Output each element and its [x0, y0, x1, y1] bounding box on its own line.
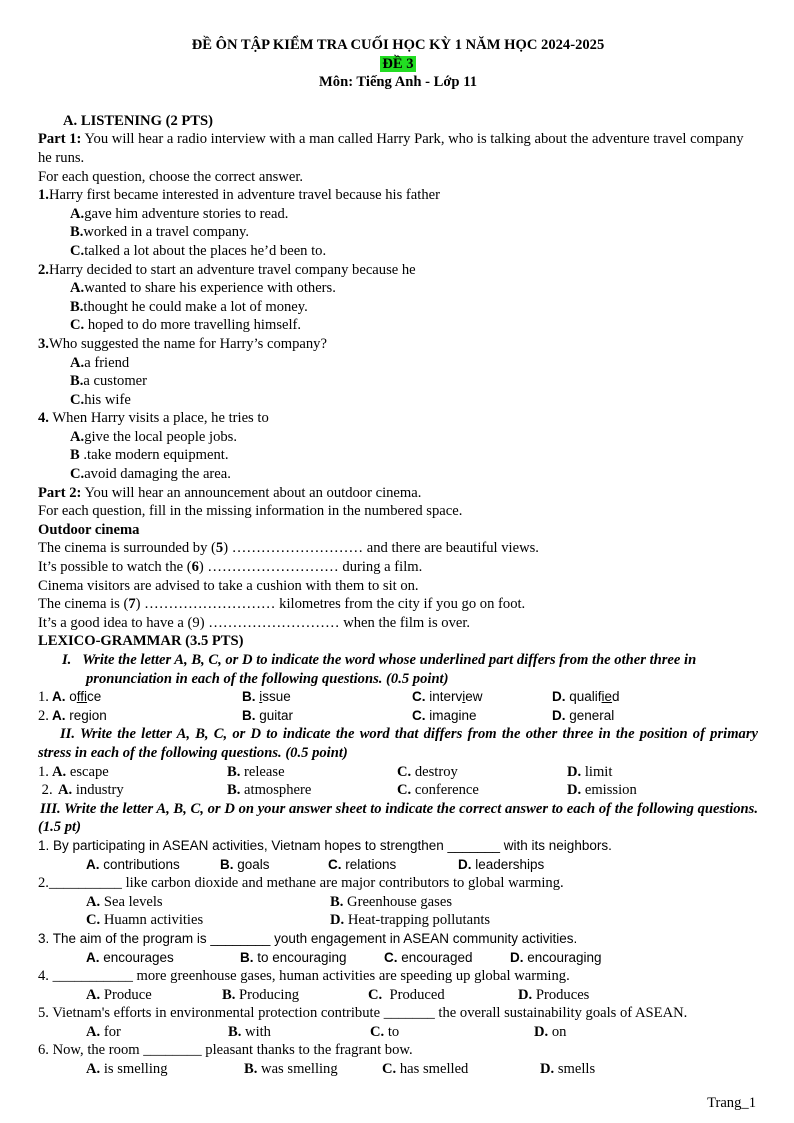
option-letter: A.: [86, 1061, 101, 1078]
question-2-options: [38, 893, 758, 930]
word-option: [52, 707, 107, 726]
option-text: Huamn activities: [100, 912, 204, 929]
option-text: escape: [66, 763, 109, 780]
option-letter: C.: [86, 912, 101, 929]
answer-option: [222, 986, 299, 1005]
question-stem: [38, 186, 758, 205]
answer-option: [38, 446, 758, 465]
option-text: Produces: [532, 986, 590, 1003]
word-option: [52, 763, 109, 782]
options-row: [38, 911, 758, 930]
answer-option: [38, 465, 758, 484]
word-option: [52, 688, 101, 707]
option-letter: A.: [86, 949, 100, 965]
word-option: [227, 781, 311, 800]
answer-option: [370, 1023, 399, 1042]
underlined-part: i: [462, 689, 466, 705]
blank-number: 5: [215, 540, 224, 557]
option-letter: B.: [70, 298, 84, 315]
option-letter: A.: [70, 428, 85, 445]
option-letter: A.: [86, 856, 100, 872]
answer-option: [86, 1060, 168, 1079]
option-letter: C.: [368, 986, 383, 1003]
word-part: eneral: [576, 707, 615, 723]
cinema-line-text: The cinema is (: [38, 596, 129, 613]
options-row: [38, 893, 758, 912]
answer-option: [240, 949, 347, 968]
answer-option: [38, 372, 758, 391]
option-letter: D.: [510, 949, 524, 965]
option-letter: C.: [370, 1023, 385, 1040]
option-text: is smelling: [100, 1061, 168, 1078]
option-letter: C.: [412, 707, 426, 723]
word-option: [242, 688, 291, 707]
word-option: [552, 688, 620, 707]
option-letter: C.: [328, 856, 342, 872]
option-text: his wife: [84, 391, 131, 408]
question-number: 2.: [38, 261, 49, 278]
part2-description: Part 2: You will hear an announcement about an outdoor cinema.: [38, 484, 422, 501]
word-part: uitar: [266, 707, 294, 723]
answer-option: [518, 986, 589, 1005]
word-part: ssue: [262, 689, 291, 705]
cinema-line: [38, 558, 758, 577]
option-letter: C.: [412, 689, 426, 705]
listening-heading: A. LISTENING (2 PTS): [63, 112, 214, 129]
subject-line: Môn: Tiếng Anh - Lớp 11: [319, 74, 477, 91]
word-part: ima: [425, 707, 452, 723]
cinema-line: [38, 539, 758, 558]
section1-instruction: I. Write the letter A, B, C, or D to indicate the word whose underlined part differs from the other three in pronunciation in each of the following questions. (0.5 point): [62, 652, 697, 687]
option-letter: D.: [567, 763, 582, 780]
section3-instruction: III. Write the letter A, B, C, or D on your answer sheet to indicate the correct answer to each of the following questions. (1.5 pt): [38, 800, 758, 836]
word-option: [397, 763, 458, 782]
option-letter: D.: [567, 782, 582, 799]
word-part: o: [65, 689, 77, 705]
underlined-part: g: [259, 707, 267, 723]
option-text: has smelled: [396, 1061, 469, 1078]
option-text: Produced: [382, 986, 445, 1003]
option-letter: D.: [552, 707, 566, 723]
option-letter: A.: [52, 689, 66, 705]
question-number: 1.: [38, 187, 49, 204]
question-4-options: [38, 986, 758, 1005]
part1-description: Part 1: You will hear a radio interview with a man called Harry Park, who is talking about the adventure travel company he runs.: [38, 131, 744, 166]
cinema-title: Outdoor cinema: [38, 521, 140, 538]
question-2: 2.__________ like carbon dioxide and methane are major contributors to global warming.: [38, 875, 564, 892]
option-text: worked in a travel company.: [83, 224, 249, 241]
word-option: [567, 781, 637, 800]
option-letter: A.: [52, 763, 67, 780]
answer-option: [244, 1060, 338, 1079]
word-part: ew: [465, 689, 483, 705]
word-option: [242, 707, 293, 726]
option-text: Producing: [235, 986, 300, 1003]
option-text: encourages: [99, 949, 174, 965]
option-letter: B.: [242, 689, 256, 705]
question-stem: [38, 409, 758, 428]
option-text: talked a lot about the places he’d been to.: [84, 242, 327, 259]
row-number: 2.: [38, 707, 49, 724]
option-letter: B.: [70, 373, 84, 390]
option-letter: C.: [70, 317, 85, 334]
underlined-part: ffi: [76, 689, 88, 705]
option-text: Sea levels: [100, 893, 163, 910]
answer-option: [38, 205, 758, 224]
option-letter: C.: [70, 242, 85, 259]
option-letter: B.: [240, 949, 254, 965]
option-text: Greenhouse gases: [343, 893, 452, 910]
option-text: thought he could make a lot of money.: [83, 298, 308, 315]
stress-row: [38, 781, 758, 800]
option-text: conference: [411, 782, 479, 799]
answer-option: [540, 1060, 595, 1079]
underlined-part: g: [81, 707, 89, 723]
exam-code: ĐỀ 3: [382, 55, 414, 72]
word-part: interv: [425, 689, 463, 705]
option-letter: B.: [220, 856, 234, 872]
cinema-line-text: Cinema visitors are advised to take a cushion with them to sit on.: [38, 577, 419, 594]
pronunciation-row: [38, 707, 758, 726]
cinema-lines: [38, 539, 758, 632]
option-text: give the local people jobs.: [84, 428, 237, 445]
option-text: Heat-trapping pollutants: [344, 912, 491, 929]
answer-option: [38, 223, 758, 242]
option-text: with: [241, 1023, 271, 1040]
option-letter: C.: [70, 466, 85, 483]
answer-option: [38, 242, 758, 261]
option-letter: D.: [518, 986, 533, 1003]
underlined-part: ie: [601, 689, 613, 705]
option-letter: B.: [228, 1023, 242, 1040]
option-text: encouraged: [397, 949, 473, 965]
option-text: release: [240, 763, 285, 780]
question-1-options: [38, 856, 758, 875]
word-part: d: [612, 689, 620, 705]
option-text: to encouraging: [253, 949, 347, 965]
cinema-line-text: ) ……………………… kilometres from the city if you go on foot.: [135, 596, 526, 613]
option-letter: B.: [222, 986, 236, 1003]
stress-rows: [38, 763, 758, 800]
blank-number: 7: [128, 596, 136, 613]
underlined-part: g: [451, 707, 459, 723]
option-letter: D.: [552, 689, 566, 705]
question-6: 6. Now, the room ________ pleasant thanks to the fragrant bow.: [38, 1042, 413, 1059]
page-number: Trang_1: [707, 1095, 756, 1112]
answer-option: [38, 279, 758, 298]
option-letter: B.: [70, 224, 84, 241]
section2-instruction: II. Write the letter A, B, C, or D to indicate the word that differs from the other three in the position of primary stress in each of the following questions. (0.5 point): [38, 726, 758, 761]
option-text: hoped to do more travelling himself.: [84, 317, 302, 334]
word-part: qualif: [565, 689, 602, 705]
answer-option: [86, 949, 174, 968]
answer-option: [86, 893, 163, 912]
option-text: destroy: [411, 763, 458, 780]
answer-option: [330, 893, 452, 912]
listening-questions: [38, 186, 758, 484]
option-text: to: [384, 1023, 400, 1040]
cinema-line: [38, 577, 758, 596]
word-part: ce: [87, 689, 102, 705]
answer-option: [328, 856, 396, 875]
blank-number: 6: [191, 559, 199, 576]
option-text: wanted to share his experience with others.: [84, 280, 336, 297]
cinema-line-text: It’s a good idea to have a (9) ……………………… when the film is over.: [38, 614, 471, 631]
option-letter: A.: [70, 354, 85, 371]
option-text: atmosphere: [240, 782, 312, 799]
option-letter: D.: [330, 912, 345, 929]
word-part: ine: [458, 707, 477, 723]
option-text: .take modern equipment.: [79, 447, 229, 464]
question-text: Harry decided to start an adventure travel company because he: [48, 261, 416, 278]
word-option: [397, 781, 479, 800]
option-letter: A.: [86, 986, 101, 1003]
option-letter: D.: [540, 1061, 555, 1078]
answer-option: [534, 1023, 566, 1042]
answer-option: [38, 316, 758, 335]
option-text: relations: [341, 856, 397, 872]
row-number: 1.: [38, 763, 49, 780]
word-option: [227, 763, 285, 782]
option-text: on: [548, 1023, 567, 1040]
option-letter: D.: [458, 856, 472, 872]
option-letter: B.: [244, 1061, 258, 1078]
answer-option: [458, 856, 544, 875]
option-letter: B.: [242, 707, 256, 723]
answer-option: [228, 1023, 271, 1042]
question-stem: [38, 335, 758, 354]
answer-option: [86, 911, 203, 930]
answer-option: [86, 986, 152, 1005]
option-text: Produce: [100, 986, 152, 1003]
option-text: smells: [554, 1061, 596, 1078]
question-5-options: [38, 1023, 758, 1042]
option-letter: C.: [397, 782, 412, 799]
word-option: [567, 763, 612, 782]
answer-option: [86, 1023, 121, 1042]
word-option: [412, 707, 477, 726]
answer-option: [368, 986, 445, 1005]
word-option: [58, 781, 124, 800]
option-text: a customer: [83, 373, 148, 390]
answer-option: [384, 949, 473, 968]
option-text: limit: [581, 763, 613, 780]
underlined-part: g: [569, 707, 577, 723]
question-6-options: [38, 1060, 758, 1079]
lexico-heading: LEXICO-GRAMMAR (3.5 PTS): [38, 633, 244, 650]
option-text: industry: [72, 782, 124, 799]
question-text: When Harry visits a place, he tries to: [48, 410, 269, 427]
pronunciation-row: [38, 688, 758, 707]
row-number: 1.: [38, 689, 49, 706]
option-letter: A.: [86, 1023, 101, 1040]
option-text: emission: [581, 782, 637, 799]
pronunciation-rows: [38, 688, 758, 725]
option-letter: C.: [382, 1061, 397, 1078]
cinema-line-text: ) ……………………… during a film.: [198, 559, 423, 576]
exam-title: ĐỀ ÔN TẬP KIỂM TRA CUỐI HỌC KỲ 1 NĂM HỌC 2024-2025: [191, 37, 605, 53]
word-option: [552, 707, 614, 726]
word-option: [412, 688, 483, 707]
option-letter: D.: [534, 1023, 549, 1040]
option-letter: C.: [70, 391, 85, 408]
option-text: leaderships: [471, 856, 545, 872]
question-1: 1. By participating in ASEAN activities, Vietnam hopes to strengthen _______ with its neighbors.: [38, 837, 612, 853]
word-part: re: [65, 707, 82, 723]
question-3-options: [38, 949, 758, 968]
question-4: 4. ___________ more greenhouse gases, human activities are speeding up global warming.: [38, 968, 570, 985]
option-text: for: [100, 1023, 121, 1040]
answer-option: [38, 298, 758, 317]
option-letter: B.: [227, 782, 241, 799]
option-text: goals: [233, 856, 270, 872]
question-text: Who suggested the name for Harry’s company?: [48, 335, 327, 352]
answer-option: [38, 428, 758, 447]
option-text: was smelling: [257, 1061, 338, 1078]
answer-option: [220, 856, 270, 875]
stress-row: [38, 763, 758, 782]
option-letter: A.: [70, 205, 85, 222]
option-text: contributions: [99, 856, 180, 872]
answer-option: [510, 949, 602, 968]
cinema-line-text: The cinema is surrounded by (: [38, 540, 216, 557]
option-letter: A.: [52, 707, 66, 723]
answer-option: [330, 911, 490, 930]
option-text: a friend: [84, 354, 130, 371]
option-letter: B.: [227, 763, 241, 780]
question-number: 3.: [38, 335, 49, 352]
option-letter: B: [70, 447, 80, 464]
part2-instruction: For each question, fill in the missing information in the numbered space.: [38, 503, 463, 520]
answer-option: [382, 1060, 468, 1079]
option-letter: B.: [330, 893, 344, 910]
answer-option: [86, 856, 180, 875]
answer-option: [38, 354, 758, 373]
answer-option: [38, 391, 758, 410]
option-letter: A.: [86, 893, 101, 910]
option-letter: C.: [384, 949, 398, 965]
option-letter: A.: [58, 782, 73, 799]
exam-page: [38, 36, 758, 1079]
cinema-line: [38, 614, 758, 633]
question-stem: [38, 261, 758, 280]
option-text: gave him adventure stories to read.: [84, 205, 289, 222]
row-number: 2.: [38, 782, 53, 799]
question-number: 4.: [38, 410, 49, 427]
question-text: Harry first became interested in adventure travel because his father: [48, 187, 440, 204]
question-3: 3. The aim of the program is ________ youth engagement in ASEAN community activities.: [38, 930, 578, 946]
option-text: avoid damaging the area.: [84, 466, 231, 483]
option-letter: A.: [70, 280, 85, 297]
part1-instruction: For each question, choose the correct answer.: [38, 168, 304, 185]
option-letter: C.: [397, 763, 412, 780]
cinema-line-text: ) ……………………… and there are beautiful views.: [223, 540, 539, 557]
underlined-part: i: [259, 689, 263, 705]
word-part: ion: [88, 707, 107, 723]
option-text: encouraging: [523, 949, 602, 965]
cinema-line: [38, 595, 758, 614]
question-5: 5. Vietnam's efforts in environmental protection contribute _______ the overall sustainability goals of ASEAN.: [38, 1005, 688, 1022]
cinema-line-text: It’s possible to watch the (: [38, 559, 192, 576]
